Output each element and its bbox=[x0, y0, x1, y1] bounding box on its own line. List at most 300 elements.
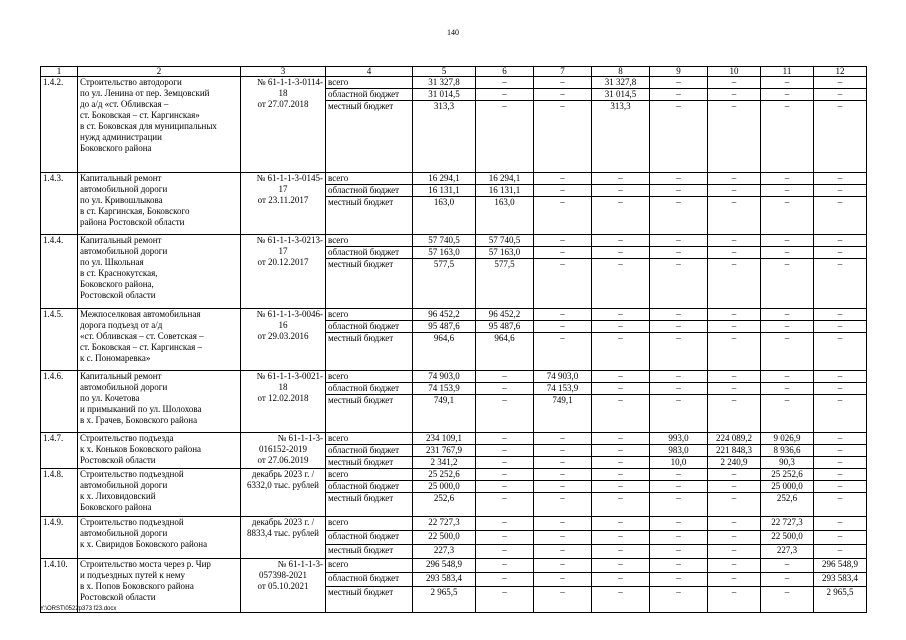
object-name-line: Строительство подъездной bbox=[80, 469, 184, 479]
funding-source: всего bbox=[326, 173, 413, 185]
amount-cell: – bbox=[761, 333, 814, 371]
amount-cell: – bbox=[814, 173, 867, 185]
column-header: 11 bbox=[761, 67, 814, 77]
document-reference bbox=[241, 517, 326, 559]
amount-cell: – bbox=[592, 559, 650, 573]
amount-cell: – bbox=[761, 101, 814, 173]
amount-cell: 749,1 bbox=[534, 395, 592, 433]
amount-cell: – bbox=[814, 185, 867, 197]
amount-cell: 25 000,0 bbox=[413, 481, 476, 493]
object-name-line: в ст. Боковская для муниципальных bbox=[80, 121, 217, 131]
document-line: декабрь 2023 г. / bbox=[251, 469, 315, 479]
amount-cell: – bbox=[650, 493, 708, 517]
funding-source: местный бюджет bbox=[326, 587, 413, 613]
amount-cell: – bbox=[761, 77, 814, 89]
amount-cell: – bbox=[708, 587, 761, 613]
object-name-line: Капитальный ремонт bbox=[80, 371, 162, 381]
object-name-line: до а/д «ст. Обливская – bbox=[80, 99, 169, 109]
amount-cell: – bbox=[592, 185, 650, 197]
amount-cell: – bbox=[814, 371, 867, 383]
amount-cell: 163,0 bbox=[476, 197, 534, 235]
amount-cell: – bbox=[650, 185, 708, 197]
document-line: 18 bbox=[278, 382, 288, 392]
amount-cell: – bbox=[814, 433, 867, 445]
amount-cell: 983,0 bbox=[650, 445, 708, 457]
amount-cell: – bbox=[534, 235, 592, 247]
document-line: № 61-1-1-3-0145- bbox=[256, 173, 323, 183]
amount-cell: – bbox=[476, 517, 534, 531]
amount-cell: – bbox=[761, 371, 814, 383]
amount-cell: – bbox=[761, 395, 814, 433]
amount-cell: – bbox=[814, 531, 867, 545]
amount-cell: – bbox=[708, 333, 761, 371]
amount-cell: 224 089,2 bbox=[708, 433, 761, 445]
table-row bbox=[41, 309, 867, 321]
object-name-line: Ростовской области bbox=[80, 592, 156, 602]
amount-cell: 293 583,4 bbox=[413, 573, 476, 587]
object-name-line: Строительство подъездной bbox=[80, 517, 184, 527]
column-header: 1 bbox=[41, 67, 78, 77]
amount-cell: 25 252,6 bbox=[413, 469, 476, 481]
amount-cell: – bbox=[592, 333, 650, 371]
column-header: 12 bbox=[814, 67, 867, 77]
amount-cell: – bbox=[534, 573, 592, 587]
object-name-line: ст. Боковская – ст. Каргинская» bbox=[80, 110, 200, 120]
amount-cell: – bbox=[708, 235, 761, 247]
column-header: 8 bbox=[592, 67, 650, 77]
amount-cell: – bbox=[814, 89, 867, 101]
object-name-line: нужд администрации bbox=[80, 132, 162, 142]
amount-cell: – bbox=[708, 197, 761, 235]
amount-cell: 293 583,4 bbox=[814, 573, 867, 587]
amount-cell: – bbox=[708, 185, 761, 197]
object-name-line: Капитальный ремонт bbox=[80, 235, 162, 245]
document-line: № 61-1-1-3-0046- bbox=[256, 309, 323, 319]
amount-cell: 2 965,5 bbox=[814, 587, 867, 613]
row-number: 1.4.7. bbox=[41, 433, 78, 469]
amount-cell: – bbox=[650, 531, 708, 545]
amount-cell: – bbox=[650, 235, 708, 247]
amount-cell: – bbox=[534, 531, 592, 545]
object-name-line: района Ростовской области bbox=[80, 217, 185, 227]
amount-cell: 231 767,9 bbox=[413, 445, 476, 457]
document-reference bbox=[241, 559, 326, 613]
amount-cell: – bbox=[476, 559, 534, 573]
table-row bbox=[41, 559, 867, 573]
amount-cell: – bbox=[814, 545, 867, 559]
amount-cell: 993,0 bbox=[650, 433, 708, 445]
amount-cell: – bbox=[814, 445, 867, 457]
amount-cell: – bbox=[534, 517, 592, 531]
document-line: № 61-1-1-3- bbox=[277, 559, 323, 569]
amount-cell: 296 548,9 bbox=[814, 559, 867, 573]
amount-cell: 22 500,0 bbox=[413, 531, 476, 545]
amount-cell: – bbox=[650, 517, 708, 531]
amount-cell: – bbox=[534, 481, 592, 493]
amount-cell: – bbox=[476, 77, 534, 89]
funding-source: всего bbox=[326, 309, 413, 321]
page-number: 140 bbox=[447, 28, 459, 37]
amount-cell: – bbox=[761, 197, 814, 235]
amount-cell: – bbox=[761, 559, 814, 573]
row-number: 1.4.6. bbox=[41, 371, 78, 433]
amount-cell: 2 965,5 bbox=[413, 587, 476, 613]
amount-cell: 964,6 bbox=[413, 333, 476, 371]
amount-cell: – bbox=[761, 309, 814, 321]
amount-cell: – bbox=[650, 469, 708, 481]
amount-cell: 31 014,5 bbox=[413, 89, 476, 101]
amount-cell: 2 240,9 bbox=[708, 457, 761, 469]
amount-cell: – bbox=[708, 531, 761, 545]
amount-cell: – bbox=[650, 321, 708, 333]
column-header: 10 bbox=[708, 67, 761, 77]
amount-cell: – bbox=[534, 247, 592, 259]
amount-cell: 296 548,9 bbox=[413, 559, 476, 573]
object-name-line: автомобильной дороги bbox=[80, 246, 168, 256]
amount-cell: 90,3 bbox=[761, 457, 814, 469]
amount-cell: – bbox=[534, 173, 592, 185]
object-name-line: и подъездных путей к нему bbox=[80, 570, 185, 580]
amount-cell: 74 153,9 bbox=[413, 383, 476, 395]
amount-cell: 2 341,2 bbox=[413, 457, 476, 469]
amount-cell: – bbox=[534, 259, 592, 309]
row-number: 1.4.10. bbox=[41, 559, 78, 613]
object-name-line: в ст. Краснокутская, bbox=[80, 268, 158, 278]
amount-cell: 313,3 bbox=[592, 101, 650, 173]
amount-cell: – bbox=[814, 333, 867, 371]
amount-cell: – bbox=[592, 321, 650, 333]
document-line: от 05.10.2021 bbox=[257, 581, 309, 591]
funding-source: областной бюджет bbox=[326, 531, 413, 545]
object-name-line: по ул. Ленина от пер. Земцовский bbox=[80, 88, 210, 98]
amount-cell: – bbox=[534, 469, 592, 481]
amount-cell: – bbox=[592, 309, 650, 321]
document-line: № 61-1-1-3- bbox=[277, 433, 323, 443]
funding-source: всего bbox=[326, 433, 413, 445]
amount-cell: – bbox=[708, 481, 761, 493]
object-name-line: к х. Лиховидовский bbox=[80, 491, 156, 501]
amount-cell: – bbox=[708, 173, 761, 185]
amount-cell: – bbox=[592, 383, 650, 395]
funding-source: всего bbox=[326, 77, 413, 89]
amount-cell: 10,0 bbox=[650, 457, 708, 469]
amount-cell: 16 294,1 bbox=[476, 173, 534, 185]
amount-cell: 749,1 bbox=[413, 395, 476, 433]
amount-cell: 234 109,1 bbox=[413, 433, 476, 445]
budget-table bbox=[40, 66, 867, 613]
table-row bbox=[41, 235, 867, 247]
amount-cell: 16 131,1 bbox=[476, 185, 534, 197]
amount-cell: 74 153,9 bbox=[534, 383, 592, 395]
object-name-line: по ул. Кочетова bbox=[80, 393, 140, 403]
amount-cell: – bbox=[476, 395, 534, 433]
object-name-line: Ростовской области bbox=[80, 290, 156, 300]
amount-cell: – bbox=[592, 371, 650, 383]
object-name-line: к х. Свиридов Боковского района bbox=[80, 539, 208, 549]
amount-cell: – bbox=[650, 89, 708, 101]
amount-cell: – bbox=[708, 77, 761, 89]
funding-source: областной бюджет bbox=[326, 185, 413, 197]
amount-cell: – bbox=[650, 395, 708, 433]
amount-cell: – bbox=[708, 371, 761, 383]
file-path-footer: Y:\ORST\0522p373 f23.docx bbox=[40, 606, 117, 612]
funding-source: местный бюджет bbox=[326, 333, 413, 371]
amount-cell: – bbox=[534, 587, 592, 613]
amount-cell: – bbox=[708, 493, 761, 517]
amount-cell: – bbox=[476, 545, 534, 559]
column-header: 7 bbox=[534, 67, 592, 77]
amount-cell: – bbox=[534, 545, 592, 559]
amount-cell: – bbox=[814, 493, 867, 517]
amount-cell: – bbox=[761, 247, 814, 259]
amount-cell: – bbox=[534, 559, 592, 573]
object-name-line: ст. Боковская – ст. Каргинская – bbox=[80, 342, 202, 352]
object-name-line: дорога подъезд от а/д bbox=[80, 320, 163, 330]
amount-cell: – bbox=[814, 469, 867, 481]
amount-cell: 31 327,8 bbox=[592, 77, 650, 89]
amount-cell: 227,3 bbox=[413, 545, 476, 559]
amount-cell: 964,6 bbox=[476, 333, 534, 371]
amount-cell: 22 500,0 bbox=[761, 531, 814, 545]
document-line: от 12.02.2018 bbox=[257, 393, 309, 403]
column-header: 4 bbox=[326, 67, 413, 77]
amount-cell: – bbox=[592, 481, 650, 493]
object-name-line: автомобильной дороги bbox=[80, 528, 168, 538]
amount-cell: – bbox=[761, 185, 814, 197]
amount-cell: – bbox=[534, 433, 592, 445]
document-line: 17 bbox=[278, 184, 288, 194]
object-name-line: в х. Попов Боковского района bbox=[80, 581, 194, 591]
amount-cell: – bbox=[708, 573, 761, 587]
funding-source: местный бюджет bbox=[326, 457, 413, 469]
amount-cell: – bbox=[476, 481, 534, 493]
amount-cell: – bbox=[761, 235, 814, 247]
document-line: 8833,4 тыс. рублей bbox=[247, 528, 319, 538]
document-line: от 23.11.2017 bbox=[257, 195, 309, 205]
amount-cell: – bbox=[708, 559, 761, 573]
amount-cell: – bbox=[708, 517, 761, 531]
amount-cell: – bbox=[708, 259, 761, 309]
column-header: 6 bbox=[476, 67, 534, 77]
table-header-row bbox=[41, 67, 867, 77]
object-name-line: Боковского района, bbox=[80, 279, 154, 289]
amount-cell: – bbox=[534, 101, 592, 173]
table-row bbox=[41, 433, 867, 445]
document-reference bbox=[241, 371, 326, 433]
amount-cell: – bbox=[534, 333, 592, 371]
amount-cell: 16 294,1 bbox=[413, 173, 476, 185]
row-number: 1.4.3. bbox=[41, 173, 78, 235]
funding-source: всего bbox=[326, 235, 413, 247]
amount-cell: – bbox=[534, 493, 592, 517]
object-name-line: «ст. Обливская – ст. Советская – bbox=[80, 331, 204, 341]
document-line: № 61-1-1-3-0114- bbox=[257, 77, 323, 87]
amount-cell: – bbox=[650, 77, 708, 89]
row-number: 1.4.2. bbox=[41, 77, 78, 173]
amount-cell: – bbox=[708, 383, 761, 395]
object-name bbox=[78, 517, 241, 559]
amount-cell: – bbox=[650, 259, 708, 309]
row-number: 1.4.9. bbox=[41, 517, 78, 559]
table-row bbox=[41, 77, 867, 89]
amount-cell: – bbox=[592, 587, 650, 613]
amount-cell: – bbox=[592, 197, 650, 235]
amount-cell: 16 131,1 bbox=[413, 185, 476, 197]
object-name bbox=[78, 77, 241, 173]
amount-cell: – bbox=[592, 545, 650, 559]
funding-source: местный бюджет bbox=[326, 197, 413, 235]
funding-source: всего bbox=[326, 371, 413, 383]
object-name bbox=[78, 309, 241, 371]
amount-cell: 252,6 bbox=[413, 493, 476, 517]
amount-cell: – bbox=[592, 517, 650, 531]
amount-cell: 577,5 bbox=[476, 259, 534, 309]
amount-cell: – bbox=[650, 559, 708, 573]
funding-source: местный бюджет bbox=[326, 493, 413, 517]
object-name-line: автомобильной дороги bbox=[80, 382, 168, 392]
object-name-line: автомобильной дороги bbox=[80, 184, 168, 194]
document-reference bbox=[241, 469, 326, 517]
amount-cell: 577,5 bbox=[413, 259, 476, 309]
amount-cell: 57 163,0 bbox=[413, 247, 476, 259]
amount-cell: – bbox=[708, 309, 761, 321]
amount-cell: – bbox=[708, 469, 761, 481]
amount-cell: – bbox=[814, 481, 867, 493]
amount-cell: – bbox=[761, 321, 814, 333]
amount-cell: 221 848,3 bbox=[708, 445, 761, 457]
column-header: 5 bbox=[413, 67, 476, 77]
table-row bbox=[41, 173, 867, 185]
column-header: 9 bbox=[650, 67, 708, 77]
amount-cell: 57 740,5 bbox=[476, 235, 534, 247]
amount-cell: – bbox=[476, 445, 534, 457]
amount-cell: – bbox=[650, 333, 708, 371]
document-line: № 61-1-1-3-0021- bbox=[256, 371, 323, 381]
amount-cell: 25 252,6 bbox=[761, 469, 814, 481]
document-reference bbox=[241, 309, 326, 371]
amount-cell: – bbox=[761, 587, 814, 613]
amount-cell: – bbox=[476, 457, 534, 469]
amount-cell: – bbox=[650, 197, 708, 235]
object-name bbox=[78, 371, 241, 433]
funding-source: областной бюджет bbox=[326, 247, 413, 259]
amount-cell: 95 487,6 bbox=[413, 321, 476, 333]
amount-cell: 31 014,5 bbox=[592, 89, 650, 101]
amount-cell: – bbox=[708, 101, 761, 173]
funding-source: областной бюджет bbox=[326, 89, 413, 101]
object-name-line: автомобильной дороги bbox=[80, 480, 168, 490]
amount-cell: – bbox=[814, 247, 867, 259]
amount-cell: – bbox=[592, 445, 650, 457]
amount-cell: 313,3 bbox=[413, 101, 476, 173]
amount-cell: – bbox=[534, 309, 592, 321]
amount-cell: – bbox=[592, 469, 650, 481]
amount-cell: – bbox=[592, 247, 650, 259]
document-reference bbox=[241, 173, 326, 235]
document-reference bbox=[241, 433, 326, 469]
amount-cell: – bbox=[814, 235, 867, 247]
object-name-line: к с. Пономаревка» bbox=[80, 353, 151, 363]
object-name-line: Строительство автодороги bbox=[80, 77, 182, 87]
amount-cell: – bbox=[650, 545, 708, 559]
amount-cell: – bbox=[814, 101, 867, 173]
amount-cell: – bbox=[534, 321, 592, 333]
amount-cell: – bbox=[650, 247, 708, 259]
amount-cell: – bbox=[761, 173, 814, 185]
funding-source: всего bbox=[326, 559, 413, 573]
amount-cell: – bbox=[814, 259, 867, 309]
object-name-line: Межпоселковая автомобильная bbox=[80, 309, 201, 319]
object-name-line: к х. Коньков Боковского района bbox=[80, 444, 202, 454]
funding-source: местный бюджет bbox=[326, 395, 413, 433]
amount-cell: – bbox=[708, 247, 761, 259]
object-name-line: и примыканий по ул. Шолохова bbox=[80, 404, 202, 414]
amount-cell: – bbox=[476, 433, 534, 445]
amount-cell: – bbox=[650, 481, 708, 493]
object-name-line: в х. Грачев, Боковского района bbox=[80, 415, 198, 425]
amount-cell: – bbox=[476, 101, 534, 173]
document-line: от 27.06.2019 bbox=[257, 455, 309, 465]
amount-cell: – bbox=[592, 573, 650, 587]
amount-cell: 25 000,0 bbox=[761, 481, 814, 493]
amount-cell: 22 727,3 bbox=[761, 517, 814, 531]
amount-cell: – bbox=[814, 197, 867, 235]
amount-cell: – bbox=[650, 309, 708, 321]
amount-cell: – bbox=[708, 89, 761, 101]
amount-cell: 74 903,0 bbox=[534, 371, 592, 383]
funding-source: всего bbox=[326, 469, 413, 481]
amount-cell: – bbox=[592, 235, 650, 247]
amount-cell: 31 327,8 bbox=[413, 77, 476, 89]
document-line: 18 bbox=[278, 88, 288, 98]
object-name bbox=[78, 559, 241, 613]
amount-cell: – bbox=[814, 395, 867, 433]
amount-cell: – bbox=[534, 197, 592, 235]
object-name-line: Ростовской области bbox=[80, 455, 156, 465]
amount-cell: – bbox=[708, 321, 761, 333]
column-header: 3 bbox=[241, 67, 326, 77]
funding-source: местный бюджет bbox=[326, 101, 413, 173]
amount-cell: – bbox=[592, 433, 650, 445]
column-header: 2 bbox=[78, 67, 241, 77]
amount-cell: – bbox=[592, 259, 650, 309]
document-reference bbox=[241, 235, 326, 309]
amount-cell: – bbox=[592, 531, 650, 545]
amount-cell: – bbox=[534, 185, 592, 197]
amount-cell: – bbox=[534, 445, 592, 457]
amount-cell: – bbox=[650, 371, 708, 383]
amount-cell: – bbox=[650, 587, 708, 613]
document-line: 016152-2019 bbox=[259, 444, 307, 454]
funding-source: областной бюджет bbox=[326, 445, 413, 457]
row-number: 1.4.8. bbox=[41, 469, 78, 517]
object-name bbox=[78, 173, 241, 235]
document-line: от 29.03.2016 bbox=[257, 331, 309, 341]
amount-cell: – bbox=[476, 469, 534, 481]
object-name-line: по ул. Кривошлыкова bbox=[80, 195, 163, 205]
document-line: 16 bbox=[278, 320, 288, 330]
amount-cell: – bbox=[761, 383, 814, 395]
table-row bbox=[41, 469, 867, 481]
document-line: от 27.07.2018 bbox=[257, 99, 309, 109]
amount-cell: – bbox=[708, 545, 761, 559]
amount-cell: – bbox=[476, 89, 534, 101]
amount-cell: – bbox=[650, 173, 708, 185]
document-line: декабрь 2023 г. / bbox=[251, 517, 315, 527]
amount-cell: – bbox=[814, 383, 867, 395]
amount-cell: – bbox=[476, 587, 534, 613]
document-line: № 61-1-1-3-0213- bbox=[256, 235, 323, 245]
